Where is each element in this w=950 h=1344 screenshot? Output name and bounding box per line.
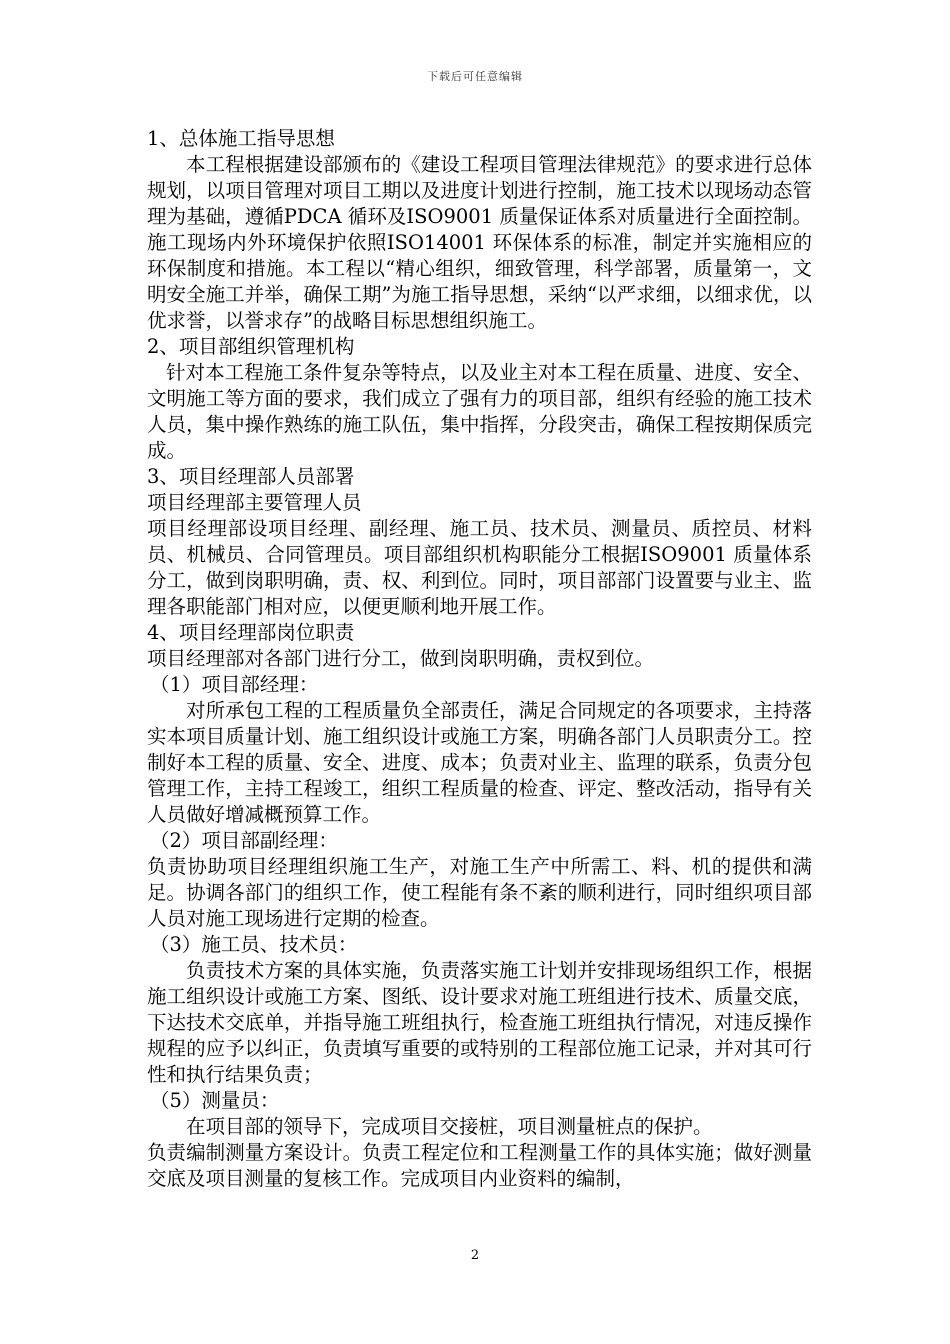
paragraph-surveyor-2: 负责编制测量方案设计。负责工程定位和工程测量工作的具体实施；做好测量交底及项目测量的复核工作。完成项目内业资料的编制，	[147, 1141, 812, 1190]
section-heading-4: 4、项目经理部岗位职责	[147, 621, 355, 644]
paragraph-construction-technician: 负责技术方案的具体实施，负责落实施工计划并安排现场组织工作，根据施工组织设计或施工方案、图纸、设计要求对施工班组进行技术、质量交底，下达技术交底单，并指导施工班组执行，检查施工班组执行情况，对违反操作规程的应予以纠正，负责填写重要的或特别的工程部位施工记录，并对其可行性和执行结果负责；	[147, 959, 812, 1086]
paragraph-project-manager: 对所承包工程的工程质量负全部责任，满足合同规定的各项要求，主持落实本项目质量计划、施工组织设计或施工方案，明确各部门人员职责分工。控制好本工程的质量、安全、进度、成本；负责对业主、监理的联系，负责分包管理工作，主持工程竣工，组织工程质量的检查、评定、整改活动，指导有关人员做好增减概预算工作。	[147, 699, 812, 826]
subheading-construction-technician: （3）施工员、技术员：	[150, 933, 358, 956]
paragraph-organization: 针对本工程施工条件复杂等特点，以及业主对本工程在质量、进度、安全、文明施工等方面的要求，我们成立了强有力的项目部，组织有经验的施工技术人员，集中操作熟练的施工队伍，集中指挥，分段突击，确保工程按期保质完成。	[147, 361, 812, 462]
page-header-note: 下载后可任意编辑	[427, 70, 523, 83]
section-heading-2: 2、项目部组织管理机构	[147, 335, 355, 358]
subheading-surveyor: （5）测量员：	[150, 1089, 280, 1112]
paragraph-deputy-manager: 负责协助项目经理组织施工生产，对施工生产中所需工、料、机的提供和满足。协调各部门的组织工作，使工程能有条不紊的顺利进行，同时组织项目部人员对施工现场进行定期的检查。	[147, 855, 812, 930]
subheading-main-staff: 项目经理部主要管理人员	[147, 491, 362, 514]
section-heading-3: 3、项目经理部人员部署	[147, 465, 355, 488]
page-number: 2	[470, 1248, 480, 1263]
document-body	[147, 126, 812, 1192]
paragraph-duties-intro: 项目经理部对各部门进行分工，做到岗职明确，责权到位。	[147, 647, 655, 670]
section-heading-1: 1、总体施工指导思想	[147, 127, 335, 150]
subheading-deputy-manager: （2）项目部副经理：	[150, 829, 338, 852]
subheading-project-manager: （1）项目部经理：	[150, 673, 319, 696]
paragraph-surveyor-1: 在项目部的领导下，完成项目交接桩，项目测量桩点的保护。	[186, 1115, 713, 1138]
paragraph-staff-setup: 项目经理部设项目经理、副经理、施工员、技术员、测量员、质控员、材料员、机械员、合同管理员。项目部组织机构职能分工根据ISO9001 质量体系分工，做到岗职明确，责、权、利到位。同时，项目部部门设置要与业主、监理各职能部门相对应，以便更顺利地开展工作。	[147, 517, 812, 618]
paragraph-guiding-idea: 本工程根据建设部颁布的《建设工程项目管理法律规范》的要求进行总体规划，以项目管理对项目工期以及进度计划进行控制，施工技术以现场动态管理为基础，遵循PDCA 循环及ISO9001 质量保证体系对质量进行全面控制。施工现场内外环境保护依照ISO14001 环保体系的标准，制定并实施相应的环保制度和措施。本工程以“精心组织，细致管理，科学部署，质量第一，文明安全施工并举，确保工期”为施工指导思想，采纳“以严求细，以细求优，以优求誉，以誉求存”的战略目标思想组织施工。	[147, 153, 812, 332]
